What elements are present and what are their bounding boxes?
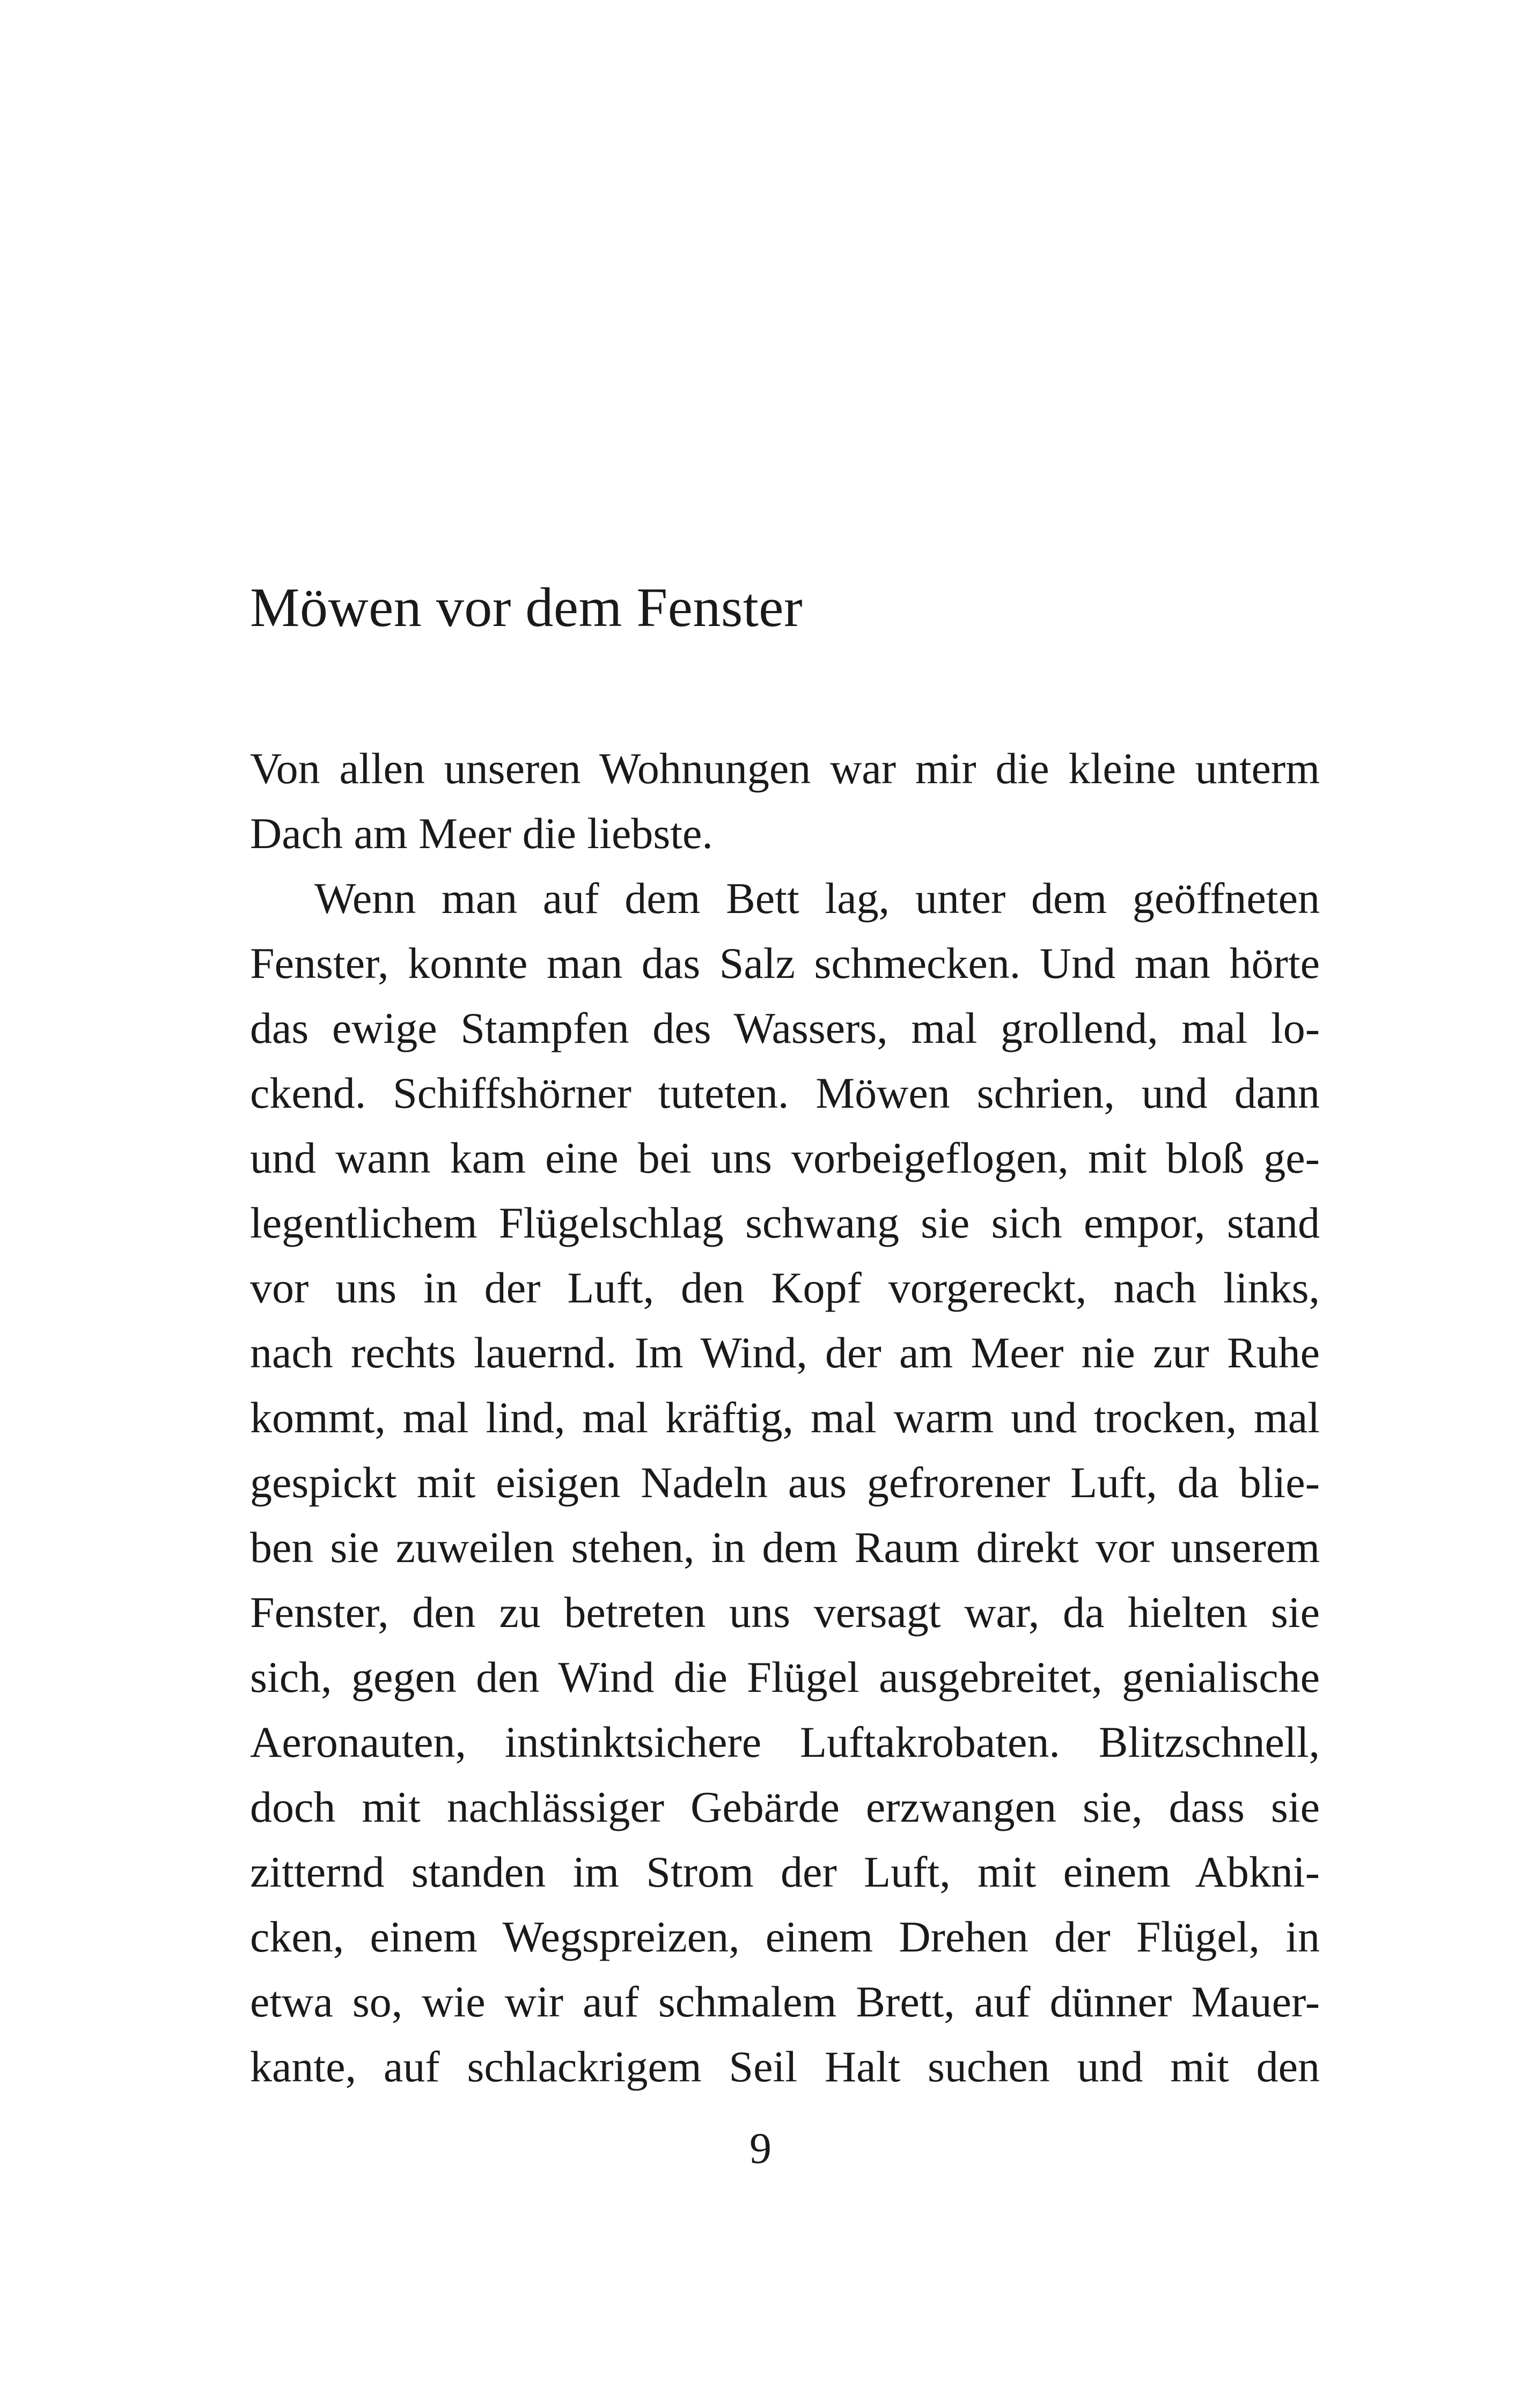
- text-line: doch mit nachlässiger Gebärde erzwangen sie, dass sie: [250, 1783, 1320, 1831]
- text-line: sich, gegen den Wind die Flügel ausgebreitet, genialische: [250, 1653, 1320, 1702]
- text-line: Wenn man auf dem Bett lag, unter dem geöffneten: [314, 874, 1320, 923]
- text-line: Von allen unseren Wohnungen war mir die kleine unterm: [250, 744, 1320, 793]
- chapter-title: Möwen vor dem Fenster: [250, 577, 803, 638]
- text-line: Fenster, konnte man das Salz schmecken. Und man hörte: [250, 939, 1320, 988]
- body-text: [250, 736, 1320, 2099]
- text-line: Aeronauten, instinktsichere Luftakrobaten. Blitzschnell,: [250, 1718, 1320, 1766]
- text-line: ckend. Schiffshörner tuteten. Möwen schrien, und dann: [250, 1069, 1320, 1117]
- text-line: Fenster, den zu betreten uns versagt war, da hielten sie: [250, 1588, 1320, 1637]
- text-line: nach rechts lauernd. Im Wind, der am Meer nie zur Ruhe: [250, 1328, 1320, 1377]
- text-line: kommt, mal lind, mal kräftig, mal warm und trocken, mal: [250, 1393, 1320, 1442]
- text-line: vor uns in der Luft, den Kopf vorgereckt, nach links,: [250, 1263, 1320, 1312]
- text-line: etwa so, wie wir auf schmalem Brett, auf dünner Mauer-: [250, 1977, 1320, 2026]
- text-line: cken, einem Wegspreizen, einem Drehen der Flügel, in: [250, 1912, 1320, 1961]
- text-line: kante, auf schlackrigem Seil Halt suchen und mit den: [250, 2042, 1320, 2091]
- text-line: Dach am Meer die liebste.: [250, 809, 713, 858]
- page-number: 9: [750, 2124, 771, 2173]
- text-line: ben sie zuweilen stehen, in dem Raum direkt vor unserem: [250, 1523, 1320, 1572]
- text-line: gespickt mit eisigen Nadeln aus gefrorener Luft, da blie-: [250, 1458, 1320, 1507]
- text-line: und wann kam eine bei uns vorbeigeflogen, mit bloß ge-: [250, 1133, 1320, 1182]
- text-line: zitternd standen im Strom der Luft, mit einem Abkni-: [250, 1847, 1320, 1896]
- text-line: legentlichem Flügelschlag schwang sie sich empor, stand: [250, 1198, 1320, 1247]
- text-line: das ewige Stampfen des Wassers, mal grollend, mal lo-: [250, 1004, 1320, 1052]
